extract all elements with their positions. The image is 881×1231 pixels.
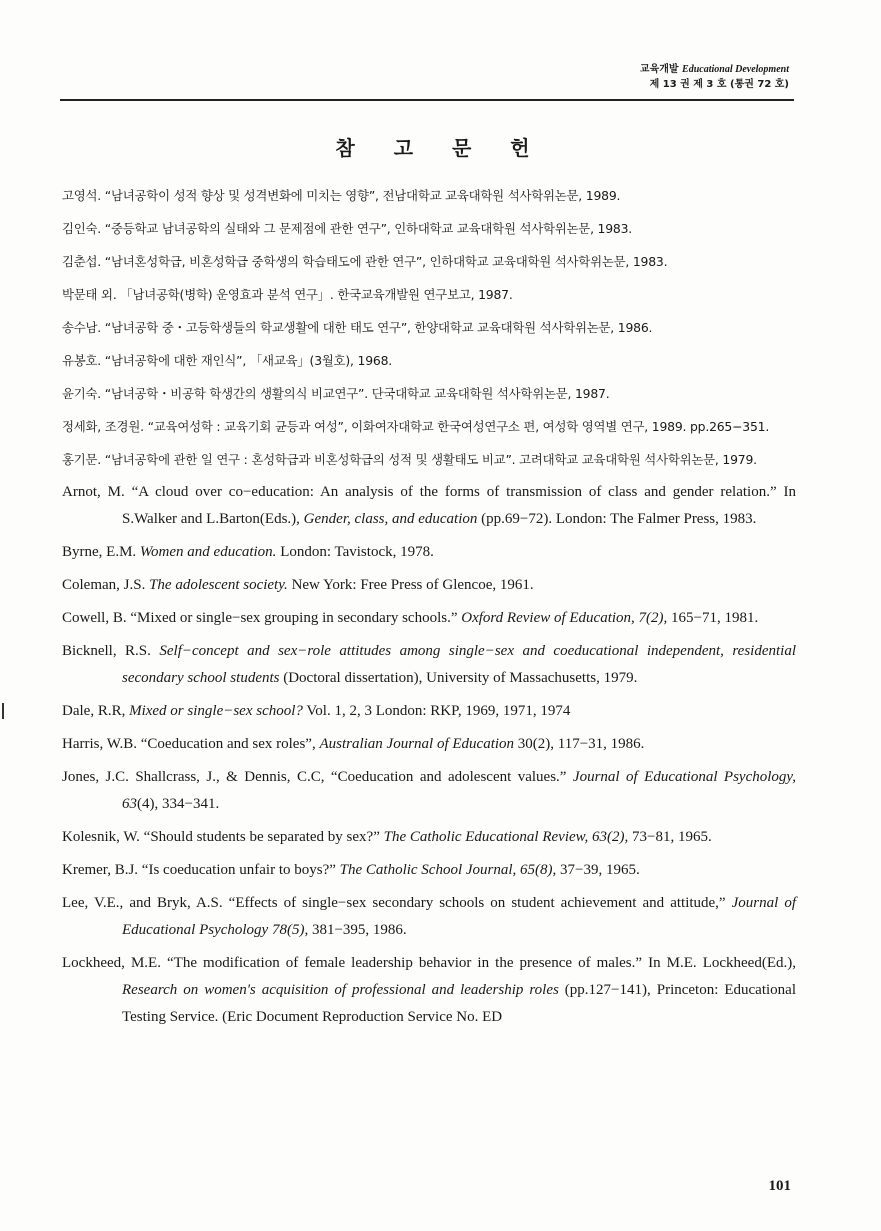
reference-title: Women and education. xyxy=(139,544,277,560)
reference-text: Jones, J.C. Shallcrass, J., & Dennis, C.C, “Coeducation and adolescent values.” xyxy=(62,769,573,785)
reference-text: 165−71, 1981. xyxy=(667,610,759,626)
reference-title: The adolescent society. xyxy=(149,577,288,593)
reference-text: Lee, V.E., and Bryk, A.S. “Effects of single−sex secondary schools on student achievement and attitude,” xyxy=(62,895,732,911)
reference-text: Byrne, E.M. xyxy=(62,544,140,560)
reference-text: Vol. 1, 2, 3 London: RKP, 1969, 1971, 1974 xyxy=(302,703,571,719)
reference-text: (pp.69−72). London: The Falmer Press, 1983. xyxy=(477,511,757,527)
reference-text: Dale, R.R, xyxy=(62,703,130,719)
reference-entry xyxy=(62,572,796,599)
reference-list xyxy=(62,182,796,1037)
running-header xyxy=(640,62,789,92)
reference-text: London: Tavistock, 1978. xyxy=(276,544,434,560)
reference-entry xyxy=(62,824,796,851)
reference-entry xyxy=(62,764,796,818)
reference-entry xyxy=(62,479,796,533)
reference-title: Journal of Educational Psychology, 63 xyxy=(122,769,797,812)
page-title: 참 고 문 헌 xyxy=(335,136,546,160)
reference-title: Australian Journal of Education xyxy=(319,736,515,752)
reference-entry: 박문태 외. 「남녀공학(병학) 운영효과 분석 연구」. 한국교육개발원 연구보고, 1987. xyxy=(62,287,513,302)
reference-title: Research on women's acquisition of professional and leadership roles xyxy=(122,982,559,998)
reference-entry: 홍기문. “남녀공학에 관한 일 연구 : 혼성학급과 비혼성학급의 성적 및 생활태도 비교”. 고려대학교 교육대학원 석사학위논문, 1979. xyxy=(62,452,757,467)
reference-entry: 정세화, 조경원. “교육여성학 : 교육기회 균등과 여성”, 이화여자대학교 한국여성연구소 편, 여성학 영역별 연구, 1989. pp.265−351. xyxy=(62,419,770,434)
reference-text: Kremer, B.J. “Is coeducation unfair to boys?” xyxy=(62,862,340,878)
reference-text: (Doctoral dissertation), University of Massachusetts, 1979. xyxy=(279,670,638,686)
reference-entry xyxy=(62,890,796,944)
reference-title: Journal of Educational Psychology 78(5), xyxy=(122,895,796,938)
reference-title: Oxford Review of Education, 7(2), xyxy=(461,610,668,626)
reference-title: Gender, class, and education xyxy=(303,511,478,527)
reference-text: New York: Free Press of Glencoe, 1961. xyxy=(287,577,534,593)
reference-text: Bicknell, R.S. xyxy=(62,643,160,659)
reference-title: The Catholic Educational Review, 63(2), xyxy=(383,829,629,845)
reference-entry xyxy=(62,857,796,884)
reference-text: Harris, W.B. “Coeducation and sex roles”, xyxy=(62,736,320,752)
margin-mark xyxy=(2,703,4,719)
reference-title: Self−concept and sex−role attitudes among single−sex and coeducational independent, residential secondary school students xyxy=(122,643,796,686)
journal-name-en: Educational Development xyxy=(682,64,789,75)
reference-title: The Catholic School Journal, 65(8), xyxy=(339,862,557,878)
reference-entry: 윤기숙. “남녀공학・비공학 학생간의 생활의식 비교연구”. 단국대학교 교육대학원 석사학위논문, 1987. xyxy=(62,386,610,401)
page-number: 101 xyxy=(768,1178,791,1194)
reference-text: Coleman, J.S. xyxy=(62,577,150,593)
journal-name xyxy=(640,62,789,77)
reference-entry xyxy=(62,539,796,566)
header-rule xyxy=(60,99,794,101)
reference-entry xyxy=(62,731,796,758)
reference-entry xyxy=(62,605,796,632)
reference-entry xyxy=(62,950,796,1031)
reference-text: Arnot, M. “A cloud over co−education: An analysis of the forms of transmission of class and gender relation.” In S.Walker and L.Barton(Eds.), xyxy=(62,484,796,527)
journal-name-ko: 교육개발 xyxy=(639,64,679,75)
issue-info: 제 13 권 제 3 호 (통권 72 호) xyxy=(649,79,789,90)
reference-entry xyxy=(62,698,796,725)
reference-text: (4), 334−341. xyxy=(137,796,220,812)
reference-text: (pp.127−141), Princeton: Educational Testing Service. (Eric Document Reproduction Service No. ED xyxy=(122,982,796,1025)
reference-text: Cowell, B. “Mixed or single−sex grouping in secondary schools.” xyxy=(62,610,462,626)
reference-entry: 송수남. “남녀공학 중・고등학생들의 학교생활에 대한 태도 연구”, 한양대학교 교육대학원 석사학위논문, 1986. xyxy=(62,320,653,335)
reference-entry: 김춘섭. “남녀혼성학급, 비혼성학급 중학생의 학습태도에 관한 연구”, 인하대학교 교육대학원 석사학위논문, 1983. xyxy=(62,254,668,269)
reference-entry: 유봉호. “남녀공학에 대한 재인식”, 「새교육」(3월호), 1968. xyxy=(62,353,392,368)
reference-text: 30(2), 117−31, 1986. xyxy=(514,736,645,752)
reference-entry xyxy=(62,638,796,692)
reference-text: 381−395, 1986. xyxy=(308,922,407,938)
reference-text: 37−39, 1965. xyxy=(556,862,640,878)
reference-entry: 고영석. “남녀공학이 성적 향상 및 성격변화에 미치는 영향”, 전남대학교 교육대학원 석사학위논문, 1989. xyxy=(62,188,621,203)
reference-text: Kolesnik, W. “Should students be separated by sex?” xyxy=(62,829,384,845)
reference-entry: 김인숙. “중등학교 남녀공학의 실태와 그 문제점에 관한 연구”, 인하대학교 교육대학원 석사학위논문, 1983. xyxy=(62,221,633,236)
reference-text: Lockheed, M.E. “The modification of female leadership behavior in the presence of males.” In M.E. Lockheed(Ed.), xyxy=(62,955,796,971)
reference-text: 73−81, 1965. xyxy=(628,829,712,845)
reference-title: Mixed or single−sex school? xyxy=(129,703,303,719)
